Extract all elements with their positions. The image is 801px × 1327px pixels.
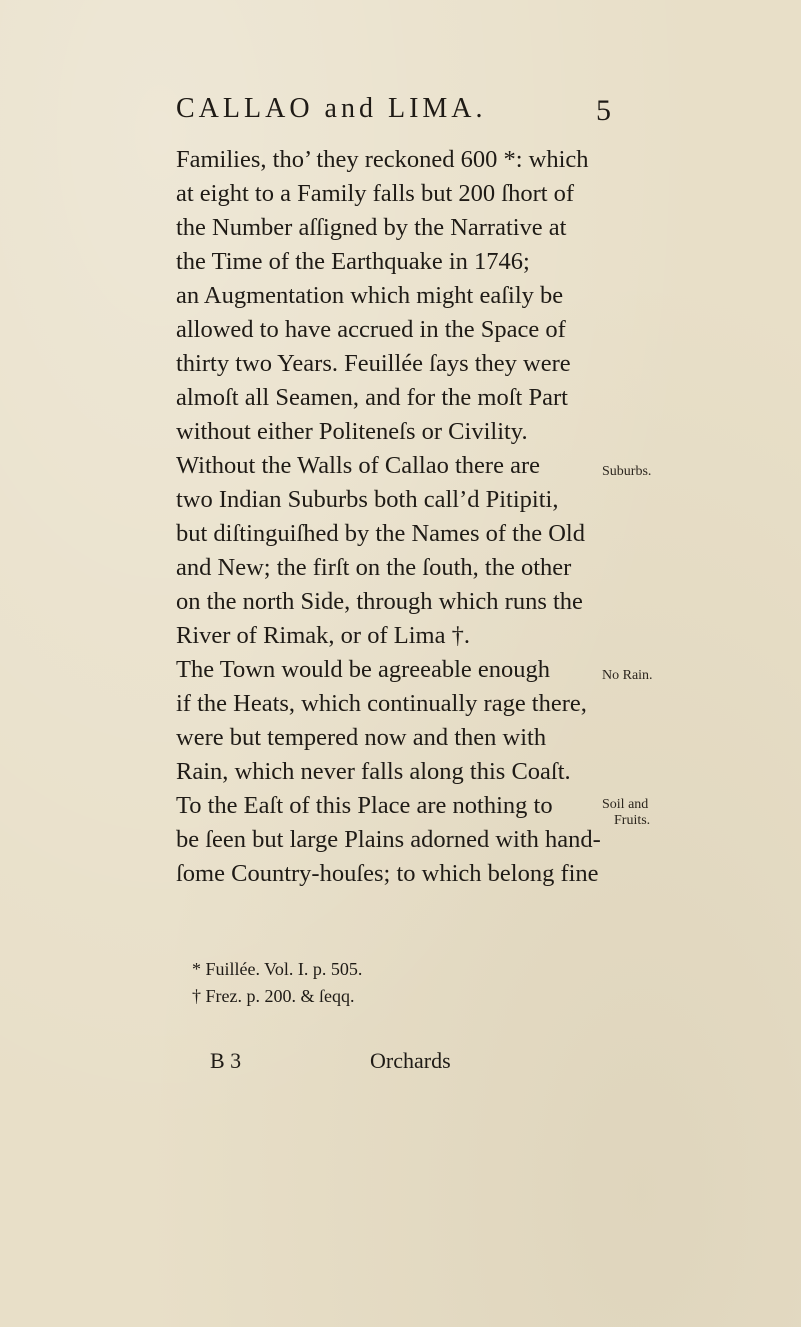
text-line: two Indian Suburbs both call’d Pitipiti,	[176, 486, 559, 513]
margin-note-fruits: Fruits.	[614, 813, 651, 828]
text-line: at eight to a Family falls but 200 ſhort of	[176, 180, 575, 207]
text-line: allowed to have accrued in the Space of	[176, 316, 566, 343]
signature-mark: B 3	[210, 1048, 242, 1073]
text-line: without either Politeneſs or Civility.	[176, 418, 528, 445]
text-line: To the Eaſt of this Place are nothing to	[176, 792, 553, 819]
text-line: be ſeen but large Plains adorned with hand-	[176, 826, 601, 853]
text-line: but diſtinguiſhed by the Names of the Old	[176, 520, 585, 547]
text-line: Without the Walls of Callao there are	[176, 452, 540, 479]
margin-note-suburbs: Suburbs.	[602, 464, 652, 479]
text-line: thirty two Years. Feuillée ſays they were	[176, 350, 571, 377]
text-line: Rain, which never falls along this Coaſt.	[176, 758, 571, 785]
margin-note-soil-and: Soil and	[602, 797, 649, 812]
text-line: an Augmentation which might eaſily be	[176, 282, 564, 309]
running-title: CALLAO and LIMA.	[176, 93, 487, 124]
catchword: Orchards	[370, 1048, 451, 1073]
footnote-1: * Fuillée. Vol. I. p. 505.	[192, 959, 363, 979]
text-line: on the north Side, through which runs the	[176, 588, 583, 615]
page-number: 5	[596, 94, 611, 127]
text-line: the Number aſſigned by the Narrative at	[176, 214, 567, 241]
text-line: River of Rimak, or of Lima †.	[176, 622, 470, 649]
text-line: The Town would be agreeable enough	[176, 656, 551, 683]
text-line: if the Heats, which continually rage there,	[176, 690, 587, 717]
text-line: the Time of the Earthquake in 1746;	[176, 248, 530, 275]
text-line: ſome Country-houſes; to which belong fine	[176, 860, 599, 887]
text-line: almoſt all Seamen, and for the moſt Part	[176, 384, 568, 411]
text-line: and New; the firſt on the ſouth, the other	[176, 554, 572, 581]
margin-note-no-rain: No Rain.	[602, 668, 653, 683]
text-line: Families, tho’ they reckoned 600 *: which	[176, 146, 589, 173]
text-line: were but tempered now and then with	[176, 724, 547, 751]
footnote-2: † Frez. p. 200. & ſeqq.	[192, 986, 355, 1006]
